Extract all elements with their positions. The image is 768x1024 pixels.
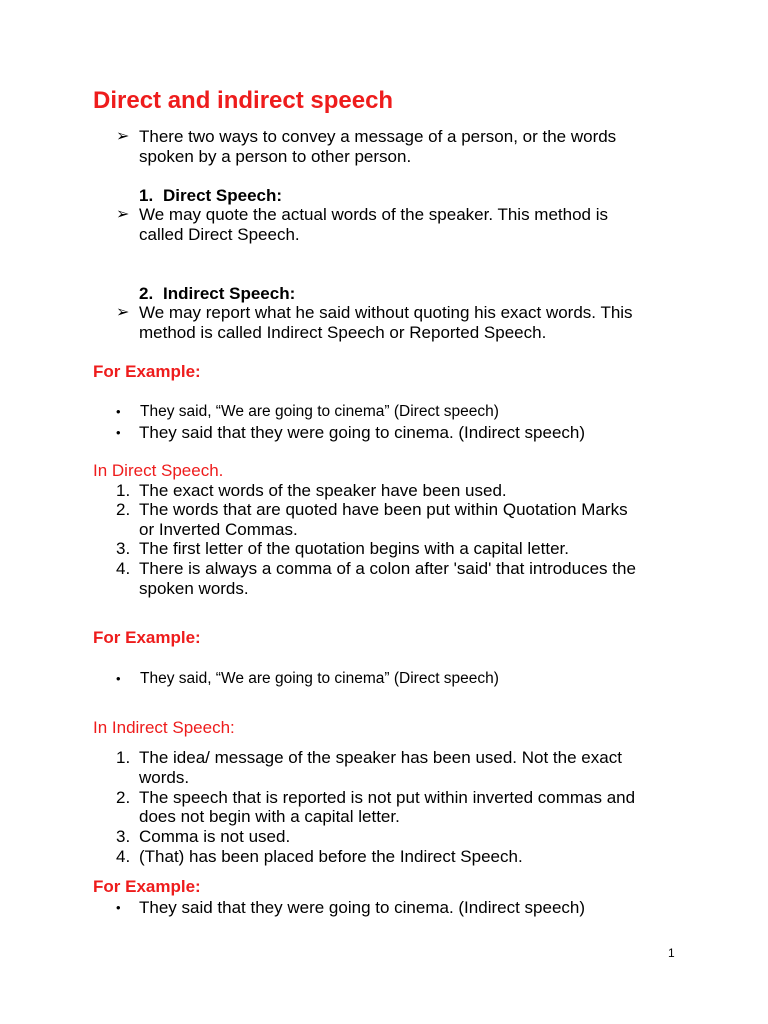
example-heading: For Example:	[93, 877, 201, 896]
list-number: 2.	[116, 500, 131, 519]
list-item: The idea/ message of the speaker has been used. Not the exact	[139, 748, 622, 767]
list-number: 4.	[116, 559, 131, 578]
arrow-bullet-icon: ➢	[116, 304, 130, 321]
direct-speech-heading: Direct Speech:	[163, 186, 283, 205]
bullet-dot-icon: •	[116, 425, 121, 440]
in-indirect-speech-heading: In Indirect Speech:	[93, 718, 235, 737]
indirect-desc-line-1: We may report what he said without quoting his exact words. This	[139, 303, 633, 322]
indirect-speech-heading: Indirect Speech:	[163, 284, 296, 303]
list-number: 1.	[116, 481, 131, 500]
list-item-continued: words.	[139, 768, 190, 787]
example-direct-sentence: They said, “We are going to cinema” (Direct speech)	[140, 670, 499, 687]
list-number: 1.	[116, 748, 131, 767]
page-title: Direct and indirect speech	[93, 87, 394, 114]
bullet-dot-icon: •	[116, 671, 121, 686]
indirect-desc-line-2: method is called Indirect Speech or Reported Speech.	[139, 323, 547, 342]
direct-desc-line-2: called Direct Speech.	[139, 225, 300, 244]
bullet-dot-icon: •	[116, 900, 121, 915]
list-item-continued: does not begin with a capital letter.	[139, 807, 400, 826]
list-item: The words that are quoted have been put within Quotation Marks	[139, 500, 628, 519]
list-item-continued: spoken words.	[139, 579, 249, 598]
bullet-dot-icon: •	[116, 404, 121, 419]
arrow-bullet-icon: ➢	[116, 206, 130, 223]
example-heading: For Example:	[93, 362, 201, 381]
intro-line-1: There two ways to convey a message of a person, or the words	[139, 127, 617, 146]
list-number: 3.	[116, 827, 131, 846]
list-item: The first letter of the quotation begins with a capital letter.	[139, 539, 569, 558]
list-number: 3.	[116, 539, 131, 558]
example-indirect-sentence: They said that they were going to cinema. (Indirect speech)	[139, 423, 586, 442]
list-item: There is always a comma of a colon after 'said' that introduces the	[139, 559, 636, 578]
list-item: The exact words of the speaker have been used.	[139, 481, 507, 500]
intro-line-2: spoken by a person to other person.	[139, 147, 412, 166]
page-number: 1	[668, 946, 675, 960]
direct-speech-number: 1.	[139, 186, 154, 205]
arrow-bullet-icon: ➢	[116, 128, 130, 145]
direct-desc-line-1: We may quote the actual words of the speaker. This method is	[139, 205, 609, 224]
list-number: 4.	[116, 847, 131, 866]
list-number: 2.	[116, 788, 131, 807]
example-direct-sentence: They said, “We are going to cinema” (Direct speech)	[140, 403, 499, 420]
list-item-continued: or Inverted Commas.	[139, 520, 298, 539]
in-direct-speech-heading: In Direct Speech.	[93, 461, 224, 480]
list-item: The speech that is reported is not put within inverted commas and	[139, 788, 636, 807]
list-item: (That) has been placed before the Indirect Speech.	[139, 847, 523, 866]
list-item: Comma is not used.	[139, 827, 291, 846]
example-heading: For Example:	[93, 628, 201, 647]
indirect-speech-number: 2.	[139, 284, 154, 303]
example-indirect-sentence: They said that they were going to cinema. (Indirect speech)	[139, 898, 586, 917]
